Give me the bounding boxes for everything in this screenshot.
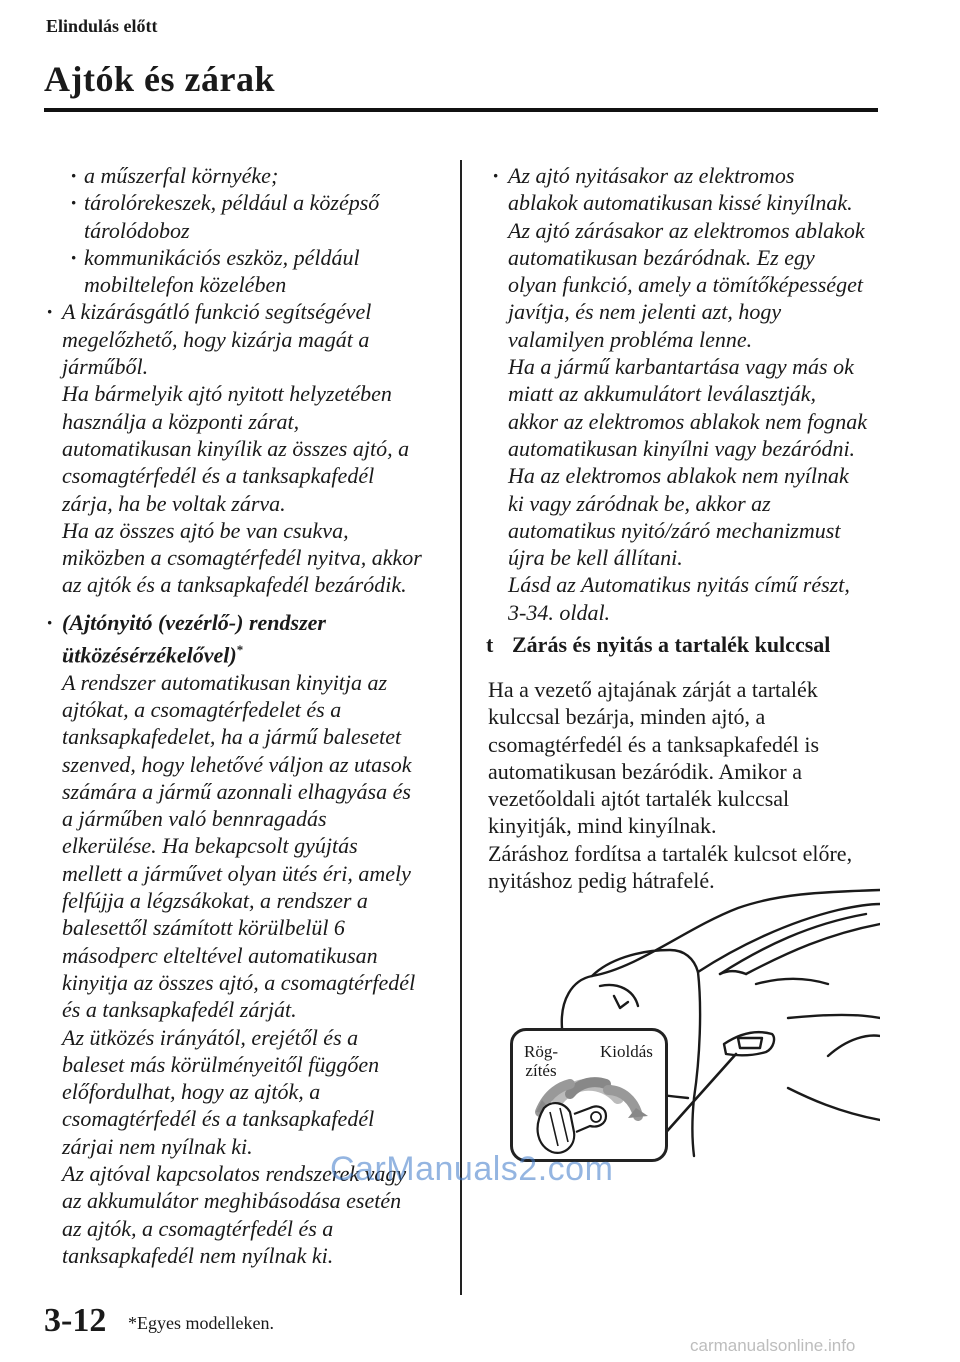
bullet-icon: · bbox=[492, 163, 500, 188]
watermark: CarManuals2.com bbox=[330, 1150, 614, 1188]
bullet-text: ütközésérzékelővel)* A rendszer automatikusan kinyitja az ajtókat, a csomagtérfedelet és a tanksapkafedelet, ha a jármű balesetet szenved, hogy lehetővé váljon az utasok számára a jármű azonnali elhagyása és a járműben való bennragadás elkerülése. Ha bekapcsolt gyújtás mellett a járművet olyan ütés éri, amely felfújja a légzsákokat, a rendszer a balesettől számított körülbelül 6 másodperc elteltével automatikusan kinyitja az összes ajtó, a csomagtérfedél és a tanksapkafedél zárját. Az ütközés irányától, erejétől és a baleset más körülményeitől függően előfordulhat, hogy az ajtók, a csomagtérfedél és a tanksapkafedél zárjai nem nyílnak ki. Az ajtóval kapcsolatos rendszerek vagy az akkumulátor meghibásodása esetén az ajtók, a csomagtérfedél és a tanksapkafedél nem nyílnak ki. bbox=[62, 642, 416, 1268]
bullet-text: megelőzhető, hogy kizárja magát a járműből. Ha bármelyik ajtó nyitott helyzetében használja a központi zárat, automatikusan kinyílik az összes ajtó, a csomagtérfedél és a tanksapkafedél zárja, ha be voltak zárva. Ha az összes ajtó be van csukva, miközben a csomagtérfedél nyitva, akkor az ajtók és a tanksapkafedél bezáródik. bbox=[62, 326, 422, 598]
bullet-icon: · bbox=[70, 190, 78, 216]
right-column bbox=[492, 162, 892, 626]
section-label: Elindulás előtt bbox=[46, 16, 158, 36]
bullet-icon: · bbox=[70, 244, 78, 270]
heading-marker: t bbox=[486, 632, 494, 657]
lock-label: Rög- zítés bbox=[524, 1042, 558, 1080]
bullet-icon: · bbox=[70, 163, 78, 188]
left-column bbox=[46, 162, 446, 1269]
body-paragraph: Ha a vezető ajtajának zárját a tartalék kulccsal bezárja, minden ajtó, a csomagtérfedél és a tanksapkafedél is automatikusan bezáródik. Amikor a vezetőoldali ajtót tartalék kulccsal kinyitják, mind kinyílnak. Záráshoz fordítsa a tartalék kulcsot előre, nyitáshoz pedig hátrafelé. bbox=[488, 677, 853, 894]
page-number: 3-12 bbox=[44, 1302, 107, 1339]
sub-bullet: · kommunikációs eszköz, például bbox=[70, 244, 360, 270]
bullet-icon: · bbox=[46, 299, 54, 325]
title-rule bbox=[44, 108, 878, 112]
sub-bullet-cont: tárolódoboz bbox=[84, 217, 190, 243]
sub-bullet: · tárolórekeszek, például a középső bbox=[70, 190, 380, 216]
bullet-text: ablakok automatikusan kissé kinyílnak. Az ajtó zárásakor az elektromos ablakok automatikusan bezáródnak. Ez egy olyan funkció, amely a tömítőképességet javítja, és nem jelenti azt, hogy valamilyen probléma lenne. Ha a jármű karbantartása vagy más ok miatt az akkumulátort leválasztják, akkor az elektromos ablakok nem fognak automatikusan kinyílni vagy bezáródni. Ha az elektromos ablakok nem nyílnak ki vagy záródnak be, akkor az automatikus nyitó/záró mechanizmust újra be kell állítani. Lásd az Automatikus nyitás című részt, 3-34. oldal. bbox=[508, 190, 868, 625]
page-title: Ajtók és zárak bbox=[44, 59, 275, 99]
bullet-item: · A kizárásgátló funkció segítségével bbox=[46, 299, 372, 325]
bullet-icon: · bbox=[46, 609, 54, 635]
sub-bullet-cont: mobiltelefon közelében bbox=[84, 272, 287, 298]
sub-bullet: · a műszerfal környéke; bbox=[70, 163, 279, 188]
site-watermark: carmanualsonline.info bbox=[690, 1336, 856, 1355]
subsection-heading: t Zárás és nyitás a tartalék kulccsal bbox=[486, 632, 831, 657]
footnote: *Egyes modelleken. bbox=[128, 1313, 274, 1333]
column-divider bbox=[460, 160, 462, 1295]
bullet-heading: · (Ajtónyitó (vezérlő-) rendszer bbox=[46, 609, 326, 635]
unlock-label: Kioldás bbox=[600, 1042, 653, 1061]
bullet-item: · Az ajtó nyitásakor az elektromos bbox=[492, 163, 795, 188]
